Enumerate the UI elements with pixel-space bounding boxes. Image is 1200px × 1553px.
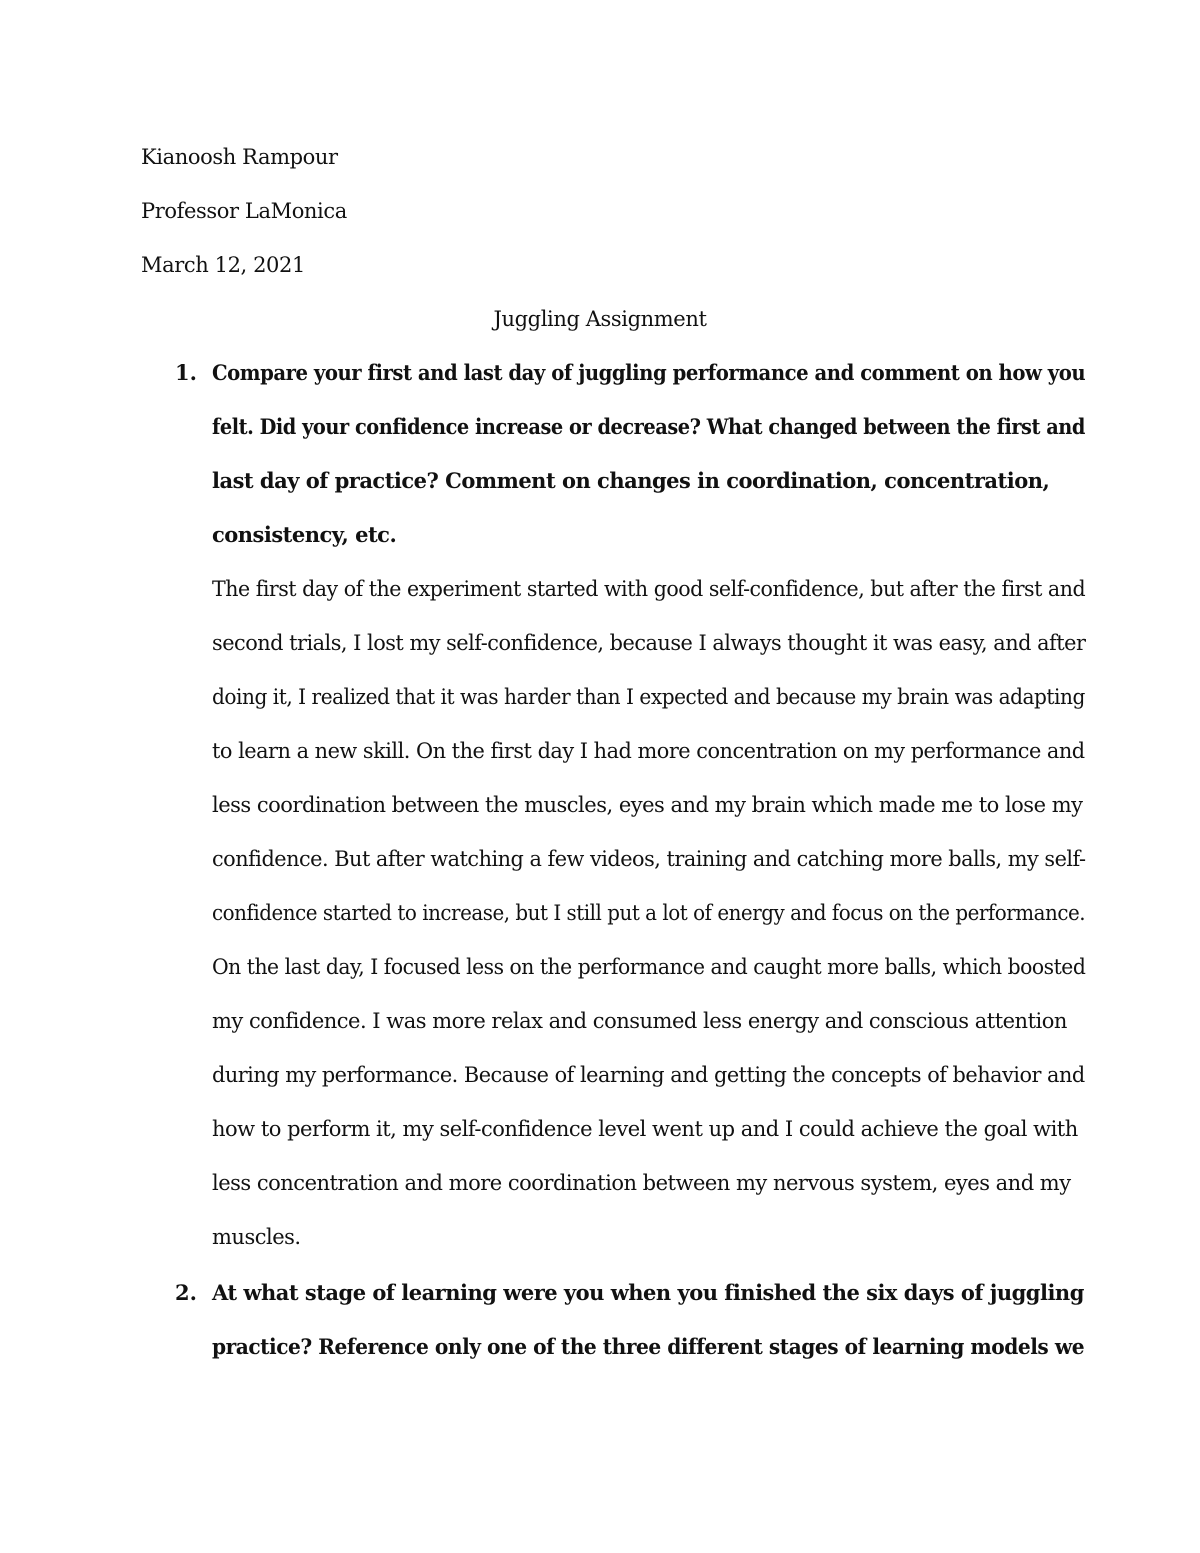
answer-line: less coordination between the muscles, eyes and my brain which made me to lose my	[212, 793, 1083, 817]
answer-line: doing it, I realized that it was harder than I expected and because my brain was adapting	[212, 685, 1085, 709]
answer-line: to learn a new skill. On the first day I had more concentration on my performance and	[212, 739, 1085, 763]
answer-line: On the last day, I focused less on the performance and caught more balls, which boosted	[212, 955, 1086, 979]
question-line: At what stage of learning were you when you finished the six days of juggling	[212, 1280, 1084, 1305]
document-title: Juggling Assignment	[493, 307, 707, 331]
question-line: Compare your first and last day of juggling performance and comment on how you	[212, 360, 1086, 385]
question-line: consistency, etc.	[212, 522, 397, 547]
answer-line: my confidence. I was more relax and consumed less energy and conscious attention	[212, 1009, 1067, 1033]
answer-line: The first day of the experiment started with good self-confidence, but after the first and	[212, 577, 1086, 601]
instructor-name: Professor LaMonica	[141, 199, 347, 223]
answer-line: less concentration and more coordination between my nervous system, eyes and my	[212, 1171, 1071, 1195]
answer-line: muscles.	[212, 1225, 301, 1249]
answer-line: second trials, I lost my self-confidence, because I always thought it was easy, and after	[212, 631, 1086, 655]
question-number: 1.	[175, 360, 197, 385]
answer-line: confidence started to increase, but I still put a lot of energy and focus on the performance.	[212, 901, 1086, 925]
answer-line: confidence. But after watching a few videos, training and catching more balls, my self-	[212, 847, 1086, 871]
question-line: felt. Did your confidence increase or decrease? What changed between the first and	[212, 414, 1085, 439]
document-date: March 12, 2021	[141, 253, 305, 277]
question-number: 2.	[175, 1280, 197, 1305]
answer-line: how to perform it, my self-confidence level went up and I could achieve the goal with	[212, 1117, 1078, 1141]
question-line: practice? Reference only one of the three different stages of learning models we	[212, 1334, 1085, 1359]
author-name: Kianoosh Rampour	[141, 145, 338, 169]
question-line: last day of practice? Comment on changes in coordination, concentration,	[212, 468, 1050, 493]
answer-line: during my performance. Because of learning and getting the concepts of behavior and	[212, 1063, 1085, 1087]
